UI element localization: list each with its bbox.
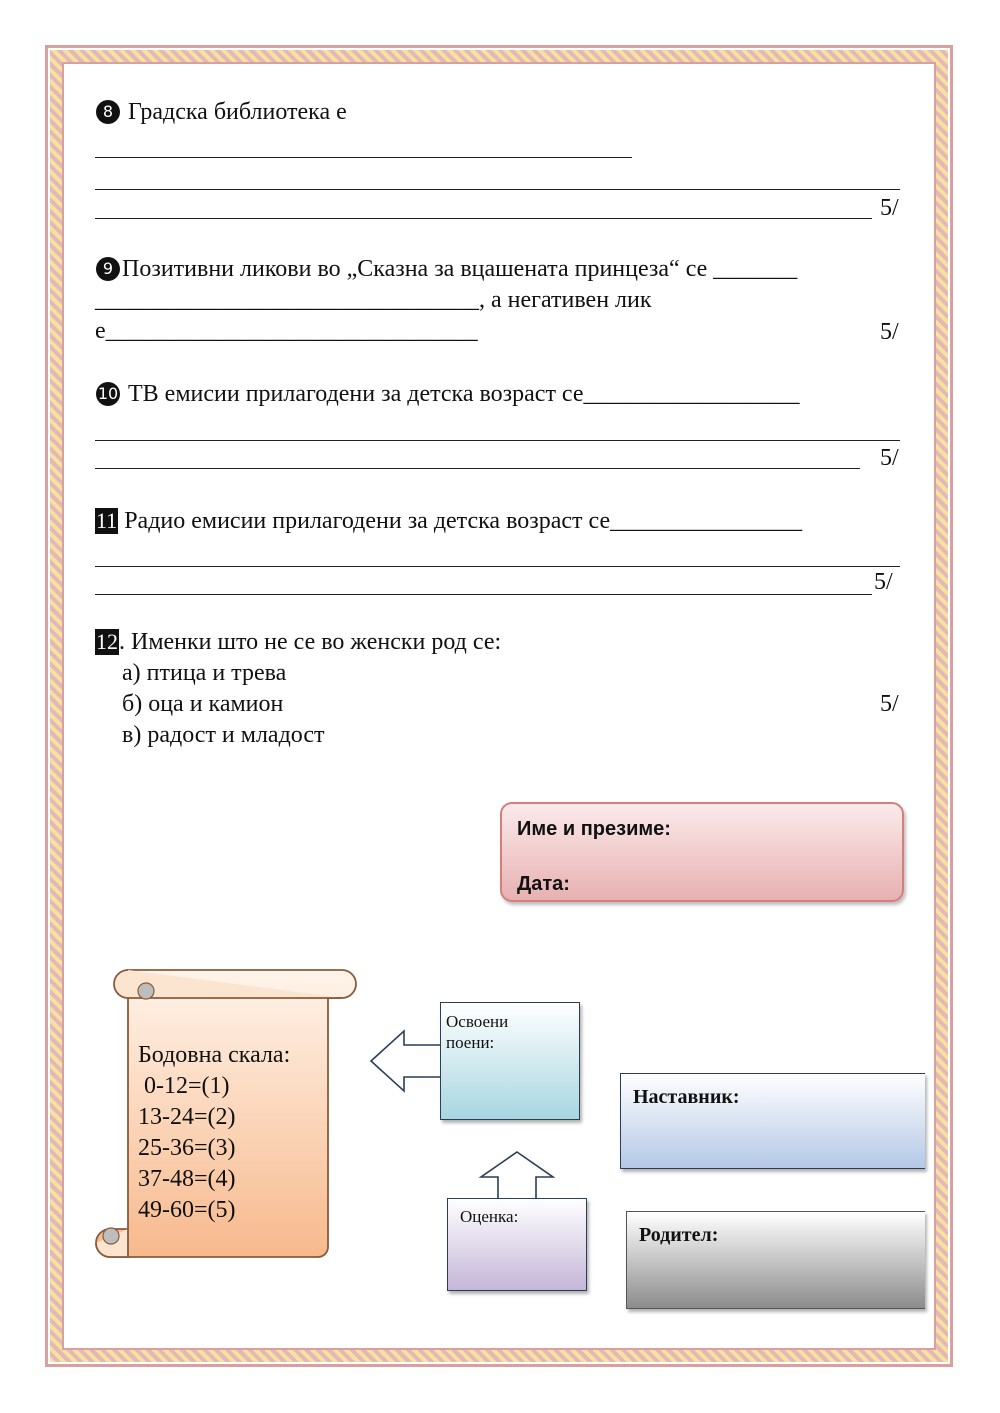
question-9-line-3: е_______________________________ <box>95 318 478 344</box>
name-label: Име и презиме: <box>517 818 671 840</box>
answer-line[interactable] <box>95 157 632 158</box>
number-10-icon: 10 <box>96 382 120 406</box>
question-9 <box>96 255 797 283</box>
arrow-left-icon <box>368 1028 448 1094</box>
points-box <box>440 1002 580 1120</box>
option-b[interactable]: б) оца и камион <box>122 691 284 717</box>
question-11 <box>95 507 802 535</box>
number-12-icon: 12 <box>96 629 118 654</box>
answer-line[interactable] <box>95 440 900 441</box>
score-q11: 5/ <box>874 569 893 595</box>
answer-line[interactable] <box>95 566 900 567</box>
parent-label: Родител: <box>639 1224 719 1246</box>
arrow-up-icon <box>478 1150 556 1202</box>
number-9-icon: 9 <box>96 257 120 281</box>
score-q9: 5/ <box>880 319 899 345</box>
option-a[interactable]: а) птица и трева <box>122 660 287 686</box>
parent-box <box>626 1211 925 1309</box>
question-11-text: Радио емисии прилагодени за детска возраст се________________ <box>124 508 803 534</box>
grading-scale <box>138 1040 290 1226</box>
question-12-text: . Именки што не се во женски род се: <box>119 629 502 655</box>
answer-line[interactable] <box>95 468 860 469</box>
number-8-icon: 8 <box>96 100 120 124</box>
question-9-line-2: ________________________________, а негативен лик <box>95 287 652 313</box>
score-q12: 5/ <box>880 691 899 717</box>
teacher-label: Наставник: <box>633 1086 740 1108</box>
scale-row: 0-12=(1) <box>138 1073 230 1099</box>
answer-line[interactable] <box>95 594 872 595</box>
answer-line[interactable] <box>95 218 872 219</box>
scale-row: 49-60=(5) <box>138 1197 236 1223</box>
teacher-box <box>620 1073 925 1169</box>
score-q10: 5/ <box>880 445 899 471</box>
scale-row: 13-24=(2) <box>138 1104 236 1130</box>
scale-row: 37-48=(4) <box>138 1166 236 1192</box>
points-label: Освоени поени: <box>446 1012 509 1052</box>
student-info-box <box>500 802 904 902</box>
grading-scale-title: Бодовна скала: <box>138 1042 291 1068</box>
answer-line[interactable] <box>95 189 900 190</box>
number-11-icon: 11 <box>96 508 118 533</box>
question-10 <box>96 380 800 408</box>
grade-box <box>447 1198 587 1291</box>
scale-row: 25-36=(3) <box>138 1135 236 1161</box>
date-label: Дата: <box>517 873 570 895</box>
question-8 <box>96 98 347 126</box>
question-8-text: Градска библиотека е <box>128 99 347 125</box>
option-c[interactable]: в) радост и младост <box>122 722 325 748</box>
question-12 <box>95 628 501 656</box>
question-10-text: ТВ емисии прилагодени за детска возраст се__________________ <box>128 381 800 407</box>
question-9-line-1: Позитивни ликови во „Сказна за вцашената принцеза“ се _______ <box>122 256 798 282</box>
grade-label: Оценка: <box>460 1207 519 1226</box>
score-q8: 5/ <box>880 195 899 221</box>
